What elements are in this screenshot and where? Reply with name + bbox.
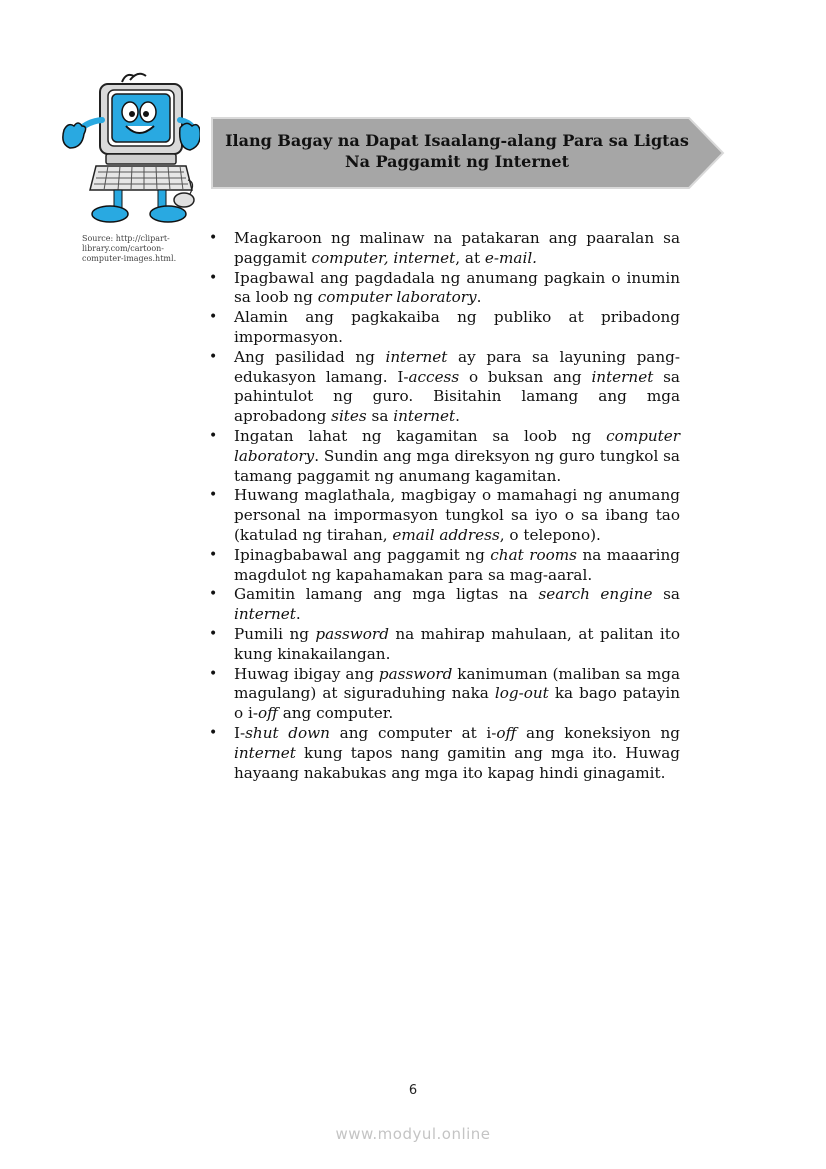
- rule-item: [206, 348, 680, 427]
- emphasized-term: sites: [331, 407, 367, 426]
- title-line-1: Ilang Bagay na Dapat Isaalang-alang Para sa Ligtas: [225, 131, 689, 150]
- emphasized-term: internet: [591, 367, 654, 386]
- emphasized-term: password: [315, 624, 389, 643]
- rule-text-segment: Magkaroon ng malinaw na patakaran ang paaralan sa paggamit: [234, 229, 680, 267]
- emphasized-term: off: [496, 723, 517, 742]
- title-line-2: Na Paggamit ng Internet: [345, 152, 569, 171]
- rule-item: [206, 546, 680, 586]
- page-number: 6: [408, 1083, 418, 1098]
- bullet-icon: •: [209, 546, 218, 563]
- rule-text-segment: Ipinagbabawal ang paggamit ng: [234, 545, 491, 564]
- bullet-icon: •: [209, 586, 218, 603]
- rule-text: [234, 665, 680, 724]
- rule-text: [234, 486, 680, 545]
- rule-item: [206, 308, 680, 348]
- rule-text-segment: ka bago patayin o i-: [234, 684, 680, 723]
- rule-text-segment: sa: [652, 585, 680, 604]
- rule-text-segment: Pumili ng: [234, 624, 316, 643]
- rule-item: [206, 229, 680, 269]
- source-credit: Source: http://clipart-library.com/cartoon-computer-images.html.: [82, 234, 177, 263]
- page-title: [215, 130, 699, 172]
- rule-text-segment: sa: [366, 407, 394, 426]
- rule-text-segment: ang computer.: [277, 704, 394, 723]
- rule-text-segment: ay para sa layuning pang-edukasyon lamang. I-: [234, 347, 680, 386]
- watermark: www.modyul.online: [335, 1125, 491, 1143]
- bullet-icon: •: [209, 625, 218, 642]
- rule-item: [206, 665, 680, 724]
- rule-text-segment: kung tapos nang gamitin ang mga ito. Huwag hayaang nakabukas ang mga ito kapag hindi ginagamit.: [234, 743, 680, 782]
- rule-item: [206, 427, 680, 486]
- rule-text-segment: na mahirap mahulaan, at palitan ito kung kinakailangan.: [234, 624, 680, 663]
- bullet-icon: •: [209, 427, 218, 444]
- emphasized-term: internet: [234, 605, 296, 624]
- rule-text-segment: I-: [234, 723, 246, 742]
- title-banner: [211, 117, 725, 189]
- emphasized-term: search engine: [538, 585, 653, 604]
- rule-text-segment: o buksan ang: [459, 367, 592, 386]
- rule-text: [234, 546, 680, 586]
- rule-text: [234, 308, 680, 348]
- rule-text-segment: sa pahintulot ng guro. Bisitahin lamang ang mga aprobadong: [234, 367, 680, 426]
- rule-text-segment: Huwag ibigay ang: [234, 664, 379, 683]
- rule-text-segment: Alamin ang pagkakaiba ng publiko at pribadong impormasyon.: [234, 308, 680, 346]
- rule-text-segment: Gamitin lamang ang mga ligtas na: [234, 585, 539, 604]
- rule-text: [234, 229, 680, 269]
- rule-text-segment: .: [476, 288, 482, 307]
- rule-text-segment: kanimuman (maliban sa mga magulang) at siguraduhing naka: [234, 664, 680, 703]
- rule-text-segment: na maaaring magdulot ng kapahamakan para sa mag-aaral.: [234, 545, 680, 584]
- rule-text: [234, 625, 680, 665]
- rule-text-segment: Huwang maglathala, magbigay o mamahagi ng anumang personal na impormasyon tungkol sa iyo o sa ibang tao (katulad ng tirahan,: [234, 486, 680, 544]
- rule-item: [206, 486, 680, 545]
- emphasized-term: off: [257, 704, 278, 723]
- bullet-icon: •: [209, 309, 218, 326]
- rule-text: [234, 724, 680, 783]
- emphasized-term: internet: [234, 743, 296, 762]
- rule-text-segment: .: [295, 605, 301, 624]
- rule-item: [206, 269, 680, 309]
- bullet-icon: •: [209, 665, 218, 682]
- emphasized-term: computer, internet: [311, 248, 456, 267]
- emphasized-term: e-mail.: [484, 248, 538, 267]
- rule-text: [234, 348, 680, 427]
- rule-text: [234, 427, 680, 486]
- rule-text-segment: , at: [455, 248, 485, 267]
- rule-text-segment: ang computer at i-: [329, 723, 497, 742]
- bullet-icon: •: [209, 269, 218, 286]
- rule-item: [206, 625, 680, 665]
- cartoon-computer-icon: [60, 68, 200, 228]
- emphasized-term: internet: [393, 407, 456, 426]
- rule-text-segment: .: [455, 407, 460, 426]
- emphasized-term: computer laboratory: [317, 288, 477, 307]
- rule-text-segment: , o telepono).: [499, 525, 601, 544]
- rule-text-segment: ang koneksiyon ng: [516, 723, 680, 742]
- emphasized-term: computer laboratory: [234, 426, 680, 465]
- emphasized-term: password: [378, 664, 453, 683]
- emphasized-term: log-out: [494, 684, 549, 703]
- rule-item: [206, 724, 680, 783]
- rule-text-segment: . Sundin ang mga direksyon ng guro tungkol sa tamang paggamit ng anumang kagamitan.: [234, 446, 680, 485]
- rule-item: [206, 585, 680, 625]
- emphasized-term: shut down: [245, 723, 330, 742]
- emphasized-term: internet: [385, 347, 448, 366]
- bullet-icon: •: [209, 230, 218, 246]
- bullet-icon: •: [209, 724, 218, 741]
- rule-text-segment: Ingatan lahat ng kagamitan sa loob ng: [234, 426, 607, 445]
- rule-text: [234, 269, 680, 309]
- emphasized-term: access: [408, 367, 460, 386]
- rule-text: [234, 585, 680, 625]
- rule-text-segment: Ang pasilidad ng: [234, 347, 386, 366]
- rule-text-segment: Ipagbawal ang pagdadala ng anumang pagkain o inumin sa loob ng: [234, 268, 680, 307]
- safety-rules-list: [206, 229, 680, 783]
- emphasized-term: chat rooms: [490, 545, 577, 564]
- bullet-icon: •: [209, 348, 218, 365]
- emphasized-term: email address: [392, 525, 500, 544]
- bullet-icon: •: [209, 487, 218, 504]
